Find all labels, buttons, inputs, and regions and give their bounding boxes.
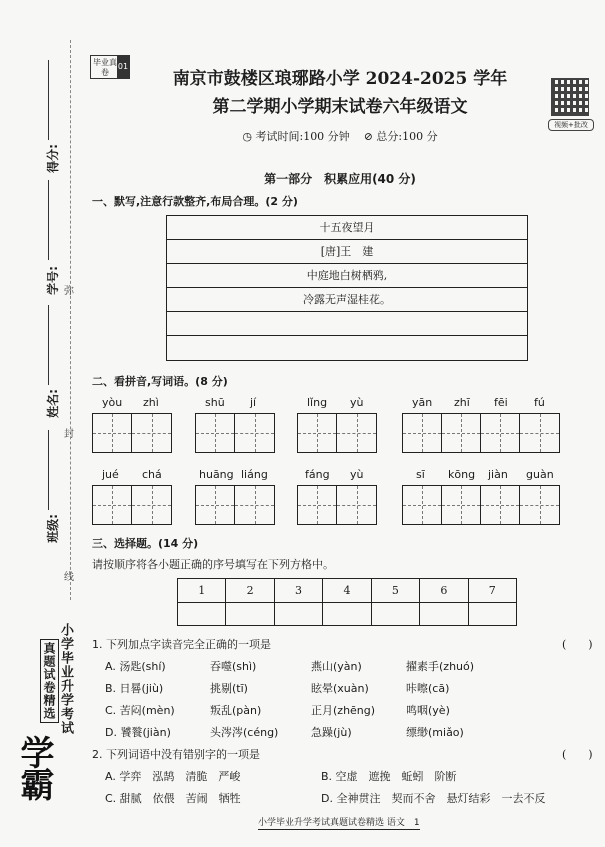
mc-option: 头涔涔(céng) [210,726,279,739]
exam-time: 考试时间:100 分钟 [255,130,350,143]
tianzi-grid[interactable] [92,485,172,525]
mc-option: 吞噬(shì) [210,660,257,673]
mc-option: A. 汤匙(shí) [105,660,166,673]
pinyin-syllable: lǐng [307,396,328,409]
exam-title-line1: 南京市鼓楼区琅琊路小学 2024-2025 学年 [172,69,508,89]
answer-grid [177,578,517,626]
pinyin-syllable: chá [142,468,162,481]
pinyin-syllable: yān [412,396,433,409]
mc-option: 急躁(jù) [311,726,352,739]
mc-option: C. 甜腻 依偎 苦闹 牺牲 [105,792,241,805]
mc-option: 缥缈(miǎo) [406,726,464,739]
pinyin-syllable: liáng [241,468,268,481]
seal-line [70,40,71,600]
score-label: 得分: [45,144,60,173]
pinyin-syllable: fēi [494,396,508,409]
name-label: 姓名: [45,389,60,418]
pinyin-syllable: jí [250,396,257,409]
pinyin-syllable: yòu [102,396,123,409]
tianzi-grid[interactable] [297,485,377,525]
mc-option: 鸣咽(yè) [406,704,450,717]
poem-line: 冷露无声湿桂花。 [167,288,527,312]
mc-option: B. 空虚 遮挽 蚯蚓 阶断 [321,770,457,783]
brand-subtitle-2: 真题试卷精选 [40,639,59,723]
seal-word-feng: 封 [64,429,74,440]
mc-option: B. 日晷(jiù) [105,682,164,695]
mc-question-stem: 2. 下列词语中没有错别字的一项是 [92,748,260,761]
mc-option: D. 全神贯注 契而不舍 悬灯结彩 一去不反 [321,792,546,805]
answer-cell[interactable] [178,603,226,625]
pinyin-syllable: zhī [454,396,470,409]
q2-heading: 二、看拼音,写词语。(8 分) [92,375,228,388]
mc-option: 咔嚓(cā) [406,682,450,695]
answer-number-row [178,579,516,603]
class-label: 班级: [45,514,60,543]
page-footer: 小学毕业升学考试真题试卷精选 语文 1 [258,815,420,830]
part-one-title: 第一部分 积累应用(40 分) [264,172,416,186]
mc-question-stem: 1. 下列加点字读音完全正确的一项是 [92,638,271,651]
qr-code-icon[interactable] [551,78,589,116]
answer-number: 3 [275,579,323,602]
pinyin-syllable: jiàn [488,468,508,481]
exam-score: 总分:100 分 [376,130,438,143]
answer-number: 4 [323,579,371,602]
answer-cell[interactable] [469,603,516,625]
q3-instruction: 请按顺序将各小题正确的序号填写在下列方格中。 [92,558,334,571]
answer-paren[interactable]: ( ) [562,748,593,761]
answer-cell[interactable] [420,603,468,625]
answer-number: 1 [178,579,226,602]
poem-writing-box[interactable] [166,215,528,361]
answer-cell[interactable] [372,603,420,625]
answer-cell[interactable] [323,603,371,625]
name-field-line[interactable] [48,305,49,385]
badge-number: 01 [117,56,129,78]
poem-line: [唐]王 建 [167,240,527,264]
brand-subtitle-1: 小学毕业升学考试 [58,623,73,735]
poem-blank-line[interactable] [167,312,527,336]
pinyin-syllable: fáng [305,468,330,481]
exam-title-line2: 第二学期小学期末试卷六年级语文 [212,97,468,117]
pinyin-syllable: guàn [526,468,554,481]
answer-cell[interactable] [275,603,323,625]
pinyin-syllable: zhì [143,396,159,409]
tianzi-grid[interactable] [297,413,377,453]
tianzi-grid[interactable] [402,413,560,453]
mc-option: 眩晕(xuàn) [311,682,369,695]
tianzi-grid[interactable] [195,485,275,525]
student-id-field-line[interactable] [48,180,49,260]
seal-word-mi: 弥 [64,286,74,297]
check-icon: ⊘ [363,130,373,143]
student-id-label: 学号: [45,266,60,295]
tianzi-grid[interactable] [92,413,172,453]
poem-line: 十五夜望月 [167,216,527,240]
mc-option: 挑剔(tī) [210,682,248,695]
pinyin-syllable: huāng [199,468,234,481]
answer-number: 5 [372,579,420,602]
mc-option: 擢素手(zhuó) [406,660,475,673]
answer-number: 7 [488,584,496,597]
mc-option: 叛乱(pàn) [210,704,262,717]
mc-option: D. 饕餮(jiàn) [105,726,171,739]
poem-line: 中庭地白树栖鸦, [167,264,527,288]
qr-caption: 视频+批改 [548,119,594,131]
answer-blank-row [178,603,516,625]
poem-blank-line[interactable] [167,336,527,360]
exam-meta [140,128,540,144]
class-field-line[interactable] [48,430,49,510]
answer-cell[interactable] [226,603,274,625]
badge-text: 毕业真卷 [93,58,117,77]
seal-word-xian: 线 [64,572,74,583]
q3-heading: 三、选择题。(14 分) [92,537,199,550]
q1-heading: 一、默写,注意行款整齐,布局合理。(2 分) [92,195,298,208]
answer-number: 6 [420,579,468,602]
pinyin-syllable: kōng [448,468,476,481]
exam-badge [90,55,130,79]
pinyin-syllable: jué [102,468,119,481]
mc-option: 正月(zhēng) [311,704,376,717]
pinyin-syllable: yù [350,468,364,481]
clock-icon: ◷ [242,130,252,143]
pinyin-syllable: yù [350,396,364,409]
brand-logo: 学霸 [14,735,54,799]
pinyin-syllable: shū [205,396,225,409]
pinyin-syllable: sī [416,468,425,481]
mc-option: 燕山(yàn) [311,660,362,673]
tianzi-grid[interactable] [402,485,560,525]
mc-option: C. 苦闷(mèn) [105,704,175,717]
answer-number: 2 [226,579,274,602]
mc-option: A. 学弈 泓鹄 清脆 严峻 [105,770,241,783]
tianzi-grid[interactable] [195,413,275,453]
pinyin-syllable: fú [534,396,545,409]
brand-strip [4,615,76,840]
score-field-line[interactable] [48,60,49,140]
answer-paren[interactable]: ( ) [562,638,593,651]
